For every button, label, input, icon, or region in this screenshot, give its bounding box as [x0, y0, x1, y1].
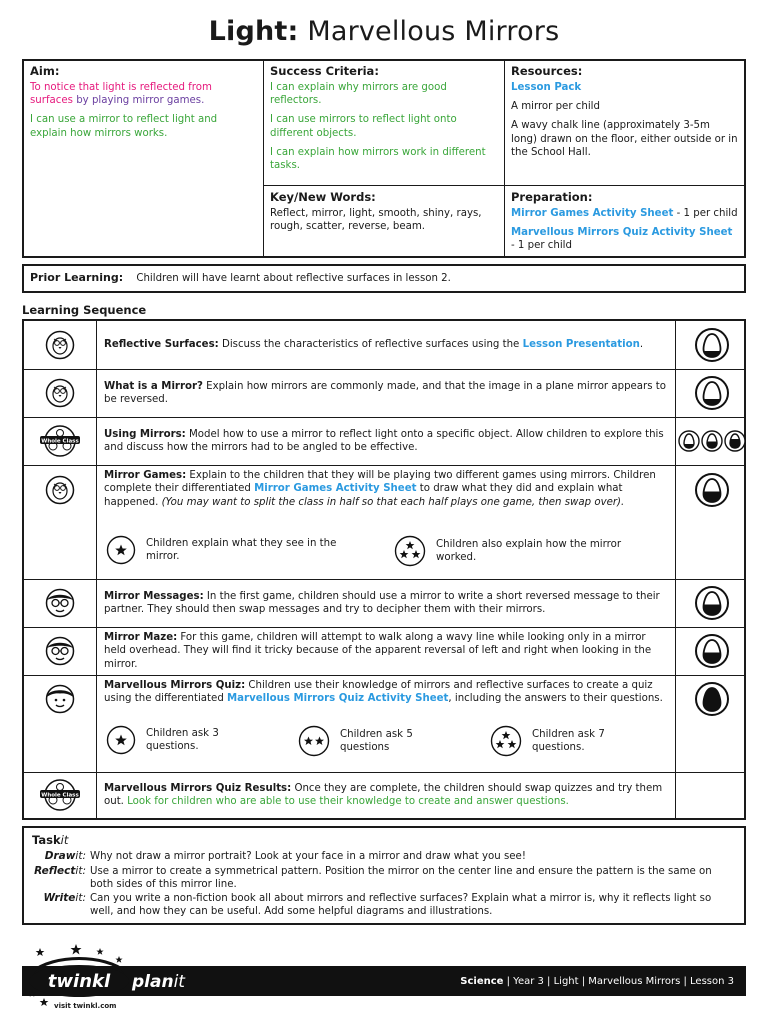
egg-icon-adult-led: [676, 369, 748, 417]
row4-italic: (You may want to split the class in half so that each half plays one game, then swap over).: [161, 496, 625, 508]
row8-assessment: Look for children who are able to use their knowledge to create and answer questions.: [127, 796, 569, 807]
resource-item: A mirror per child: [511, 101, 600, 113]
row2-text: Explain how mirrors are commonly made, and that the image in a plane mirror appears to be reversed.: [104, 380, 667, 405]
reflectit-text: Use a mirror to create a symmetrical pattern. Position the mirror on the center line and ensure the pattern is the same on both sides of this mirror line.: [90, 865, 712, 890]
keywords-cell: [264, 187, 504, 242]
visit-link[interactable]: visit twinkl.com: [54, 1002, 117, 1010]
success-item: I can explain why mirrors are good reflectors.: [270, 81, 447, 107]
diff2-text: Children also explain how the mirror worked.: [436, 538, 622, 563]
taskit-title-bold: Task: [32, 833, 61, 847]
writeit-text: Can you write a non-fiction book all about mirrors and reflective surfaces? Explain what a mirror is, why it reflects light so well, and how they can be useful. Add some helpful diagrams and illustrations.: [90, 893, 712, 918]
planit-a: plan: [132, 972, 174, 992]
row6-text: For this game, children will attempt to walk along a wavy line while looking only in a mirror held overhead. They will find it tricky because of the apparent reversal of left and right when looking in the mirror.: [104, 632, 652, 670]
breadcrumb-path: | Year 3 | Light | Marvellous Mirrors | Lesson 3: [503, 976, 734, 987]
one-star-icon: [106, 535, 136, 565]
three-stars-icon: [490, 725, 522, 757]
planit-brand: [132, 971, 185, 993]
differentiation-two-stars: [298, 725, 460, 757]
lesson-presentation-link[interactable]: Lesson Presentation: [522, 339, 640, 351]
reflectit-suffix: it:: [75, 864, 86, 877]
drawit-text: Why not draw a mirror portrait? Look at your face in a mirror and draw what you see!: [90, 850, 526, 862]
breadcrumb-subject: Science: [460, 976, 504, 987]
differentiation-three-stars: [490, 725, 652, 757]
row2-bold: What is a Mirror?: [104, 380, 203, 392]
prior-label: Prior Learning:: [30, 271, 124, 284]
row7-text: Children use their knowledge of mirrors and reflective surfaces to create a quiz using the differentiated: [104, 680, 653, 705]
resource-item: A wavy chalk line (approximately 3-5m long) drawn on the floor, either outside or in the School Hall.: [511, 120, 738, 158]
keywords-text: Reflect, mirror, light, smooth, shiny, rays, rough, scatter, reverse, beam.: [270, 207, 482, 233]
writeit-label: Write: [43, 892, 76, 905]
reflectit-line: [32, 865, 736, 892]
planit-b: it: [173, 972, 185, 992]
preparation-rest2: - 1 per child: [511, 240, 572, 252]
title-bold: Light:: [208, 16, 299, 47]
taskit-title: [32, 833, 736, 848]
drawit-label: Draw: [44, 849, 76, 862]
twinkl-brand: twinkl: [47, 971, 111, 992]
prior-learning: [22, 264, 746, 293]
overview-table: [22, 59, 746, 258]
row4-text: Explain to the children that they will be playing two different games using mirrors. Children complete their differentiated: [104, 470, 656, 495]
row3-bold: Using Mirrors:: [104, 428, 186, 440]
row3-text: Model how to use a mirror to reflect light onto a specific object. Allow children to explore this and discuss how the mirrors had to be angled to be effective.: [104, 428, 664, 453]
quiz-diff1-text: Children ask 3 questions.: [146, 727, 219, 752]
quiz-sheet-link[interactable]: Marvellous Mirrors Quiz Activity Sheet: [511, 227, 733, 239]
row4-bold: Mirror Games:: [104, 470, 187, 481]
row5-text: In the first game, children should use a mirror to write a short reversed message to their partner. They should then swap messages and try to decipher them with their mirrors.: [104, 590, 660, 615]
three-egg-icons: [676, 417, 748, 465]
row5-bold: Mirror Messages:: [104, 590, 204, 602]
preparation-heading: Preparation:: [511, 190, 593, 204]
reflectit-label: Reflect: [34, 864, 76, 877]
diff1-text: Children explain what they see in the mirror.: [146, 537, 337, 562]
success-item: I can explain how mirrors work in different tasks.: [270, 146, 486, 172]
row7-end: , including the answers to their questions.: [448, 693, 663, 705]
drawit-suffix: it:: [75, 849, 86, 862]
row1-text: Discuss the characteristics of reflective surfaces using the: [218, 339, 523, 351]
keywords-heading: Key/New Words:: [270, 190, 376, 204]
differentiation-one-star: [106, 725, 266, 755]
success-item: I can use mirrors to reflect light onto different objects.: [270, 114, 457, 139]
three-stars-icon: [394, 535, 426, 567]
taskit-title-it: it: [60, 833, 69, 847]
child-glasses-icon: [24, 627, 96, 675]
owl-icon: [24, 465, 96, 515]
resources-heading: Resources:: [511, 64, 583, 78]
row1-end: .: [639, 339, 644, 351]
row7-bold: Marvellous Mirrors Quiz:: [104, 680, 246, 691]
learning-sequence-title: Learning Sequence: [22, 303, 147, 317]
success-heading: Success Criteria:: [270, 64, 379, 78]
child-glasses-icon: [24, 579, 96, 627]
drawit-line: [32, 850, 736, 864]
egg-icon-half: [676, 579, 748, 627]
aim-line1a: To notice that light is reflected from surfaces: [30, 81, 212, 107]
differentiation-three-stars: [394, 535, 646, 567]
aim-heading: Aim:: [30, 64, 60, 78]
whole-class-icon: [24, 772, 96, 818]
title-rest: Marvellous Mirrors: [307, 16, 560, 47]
lesson-pack-link[interactable]: Lesson Pack: [511, 81, 582, 93]
quiz-diff2-text: Children ask 5 questions: [340, 728, 413, 753]
egg-icon-full: [676, 675, 748, 723]
child-face-icon: [24, 675, 96, 723]
row6-bold: Mirror Maze:: [104, 632, 178, 644]
breadcrumb: [460, 975, 734, 988]
one-star-icon: [106, 725, 136, 755]
writeit-line: [32, 892, 736, 919]
egg-icon-half: [676, 465, 748, 515]
preparation-cell: [505, 187, 744, 262]
whole-class-badge: Whole Class: [41, 792, 79, 799]
preparation-rest1: - 1 per child: [673, 207, 738, 219]
prior-text: Children will have learnt about reflective surfaces in lesson 2.: [136, 273, 451, 284]
whole-class-badge: Whole Class: [41, 438, 79, 445]
aim-cell: [24, 61, 263, 149]
quiz-activity-link[interactable]: Marvellous Mirrors Quiz Activity Sheet: [227, 693, 449, 705]
writeit-suffix: it:: [75, 892, 86, 905]
owl-icon: [24, 369, 96, 417]
row4-end: to draw what they did and explain what happened.: [104, 483, 623, 508]
quiz-diff3-text: Children ask 7 questions.: [532, 728, 605, 753]
mirror-games-sheet-link[interactable]: Mirror Games Activity Sheet: [511, 207, 674, 219]
success-criteria-cell: [264, 61, 504, 181]
two-stars-icon: [298, 725, 330, 757]
row8-bold: Marvellous Mirrors Quiz Results:: [104, 782, 292, 794]
learning-sequence-table: [22, 319, 746, 820]
row1-bold: Reflective Surfaces:: [104, 339, 219, 351]
row8-text: Once they are complete, the children should swap quizzes and try them out.: [104, 782, 663, 807]
egg-icon-half: [676, 627, 748, 675]
whole-class-icon: [24, 417, 96, 465]
owl-icon: [24, 321, 96, 369]
aim-line1b: by playing mirror games.: [72, 95, 205, 107]
page-title: [0, 14, 768, 50]
egg-icon-adult-led: [676, 321, 748, 369]
resources-cell: [505, 61, 744, 168]
aim-line2: I can use a mirror to reflect light and explain how mirrors works.: [30, 114, 218, 139]
differentiation-one-star: [106, 535, 356, 565]
mirror-games-link[interactable]: Mirror Games Activity Sheet: [254, 483, 417, 495]
taskit-box: [22, 826, 746, 925]
